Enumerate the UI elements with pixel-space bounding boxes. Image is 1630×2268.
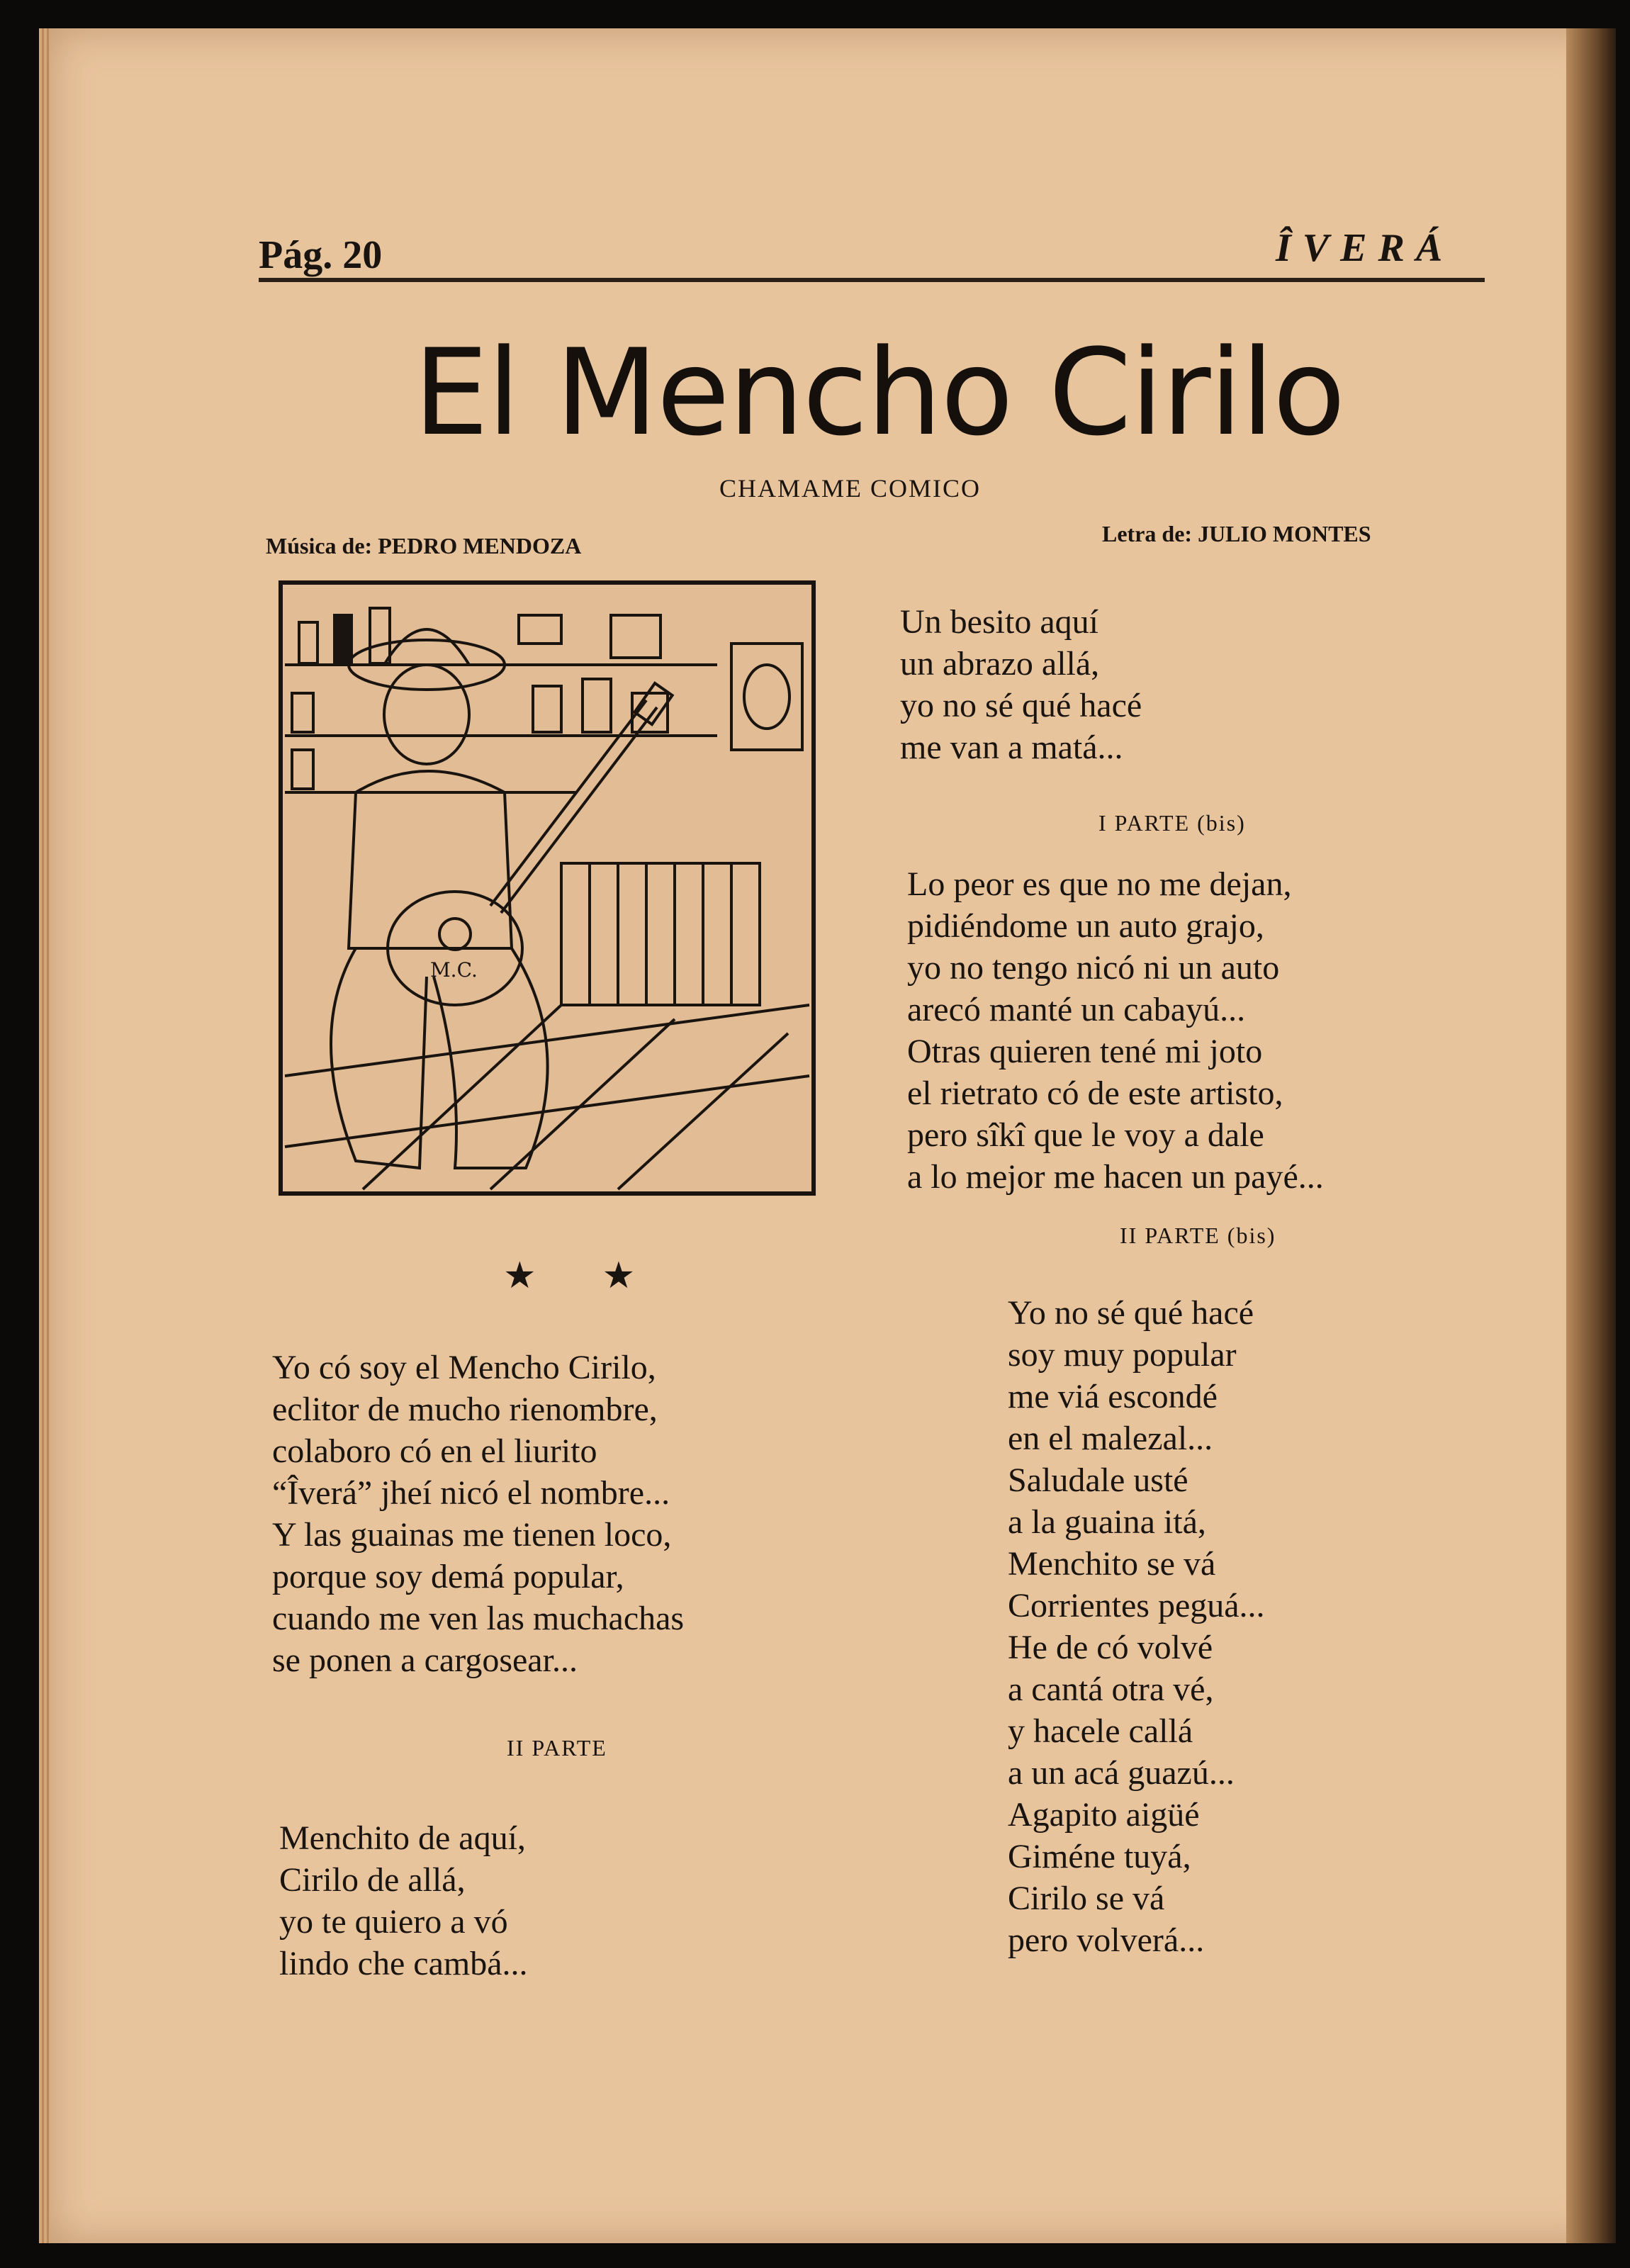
verse-line: se ponen a cargosear... bbox=[272, 1641, 578, 1679]
verse-line: yo te quiero a vó bbox=[279, 1903, 508, 1941]
music-credit: Música de: PEDRO MENDOZA bbox=[266, 533, 582, 558]
verse-line: pero sîkî que le voy a dale bbox=[907, 1116, 1264, 1154]
verse-line: Y las guainas me tienen loco, bbox=[272, 1516, 672, 1554]
part-ii-heading: II PARTE bbox=[507, 1735, 607, 1761]
verse-line: a lo mejor me hacen un payé... bbox=[907, 1158, 1324, 1196]
verse-line: Menchito de aquí, bbox=[279, 1819, 526, 1857]
verse-line: un abrazo allá, bbox=[900, 645, 1100, 683]
verse-line: colaboro có en el liurito bbox=[272, 1432, 597, 1470]
verse-line: Corrientes peguá... bbox=[1008, 1587, 1265, 1624]
verse-line: Un besito aquí bbox=[900, 603, 1098, 641]
verse-line: cuando me ven las muchachas bbox=[272, 1600, 685, 1637]
verse-line: arecó manté un cabayú... bbox=[907, 991, 1246, 1028]
verse-line: lindo che cambá... bbox=[279, 1945, 528, 1982]
song-title: El Mencho Cirilo bbox=[413, 323, 1344, 462]
verse-line: pidiéndome un auto grajo, bbox=[907, 907, 1264, 945]
lyrics-credit: Letra de: JULIO MONTES bbox=[1102, 521, 1371, 546]
guitarist-illustration bbox=[278, 580, 816, 1196]
verse-line: Saludale usté bbox=[1008, 1461, 1188, 1499]
ornament-stars: ★ ★ bbox=[503, 1256, 664, 1296]
verse-line: “Îverá” jheí nicó el nombre... bbox=[272, 1474, 670, 1512]
verse-line: soy muy popular bbox=[1008, 1336, 1237, 1374]
verse-line: Cirilo se vá bbox=[1008, 1880, 1165, 1917]
page-number: Pág. 20 bbox=[259, 233, 383, 277]
verse-line: en el malezal... bbox=[1008, 1420, 1213, 1457]
book-spine bbox=[1566, 28, 1616, 2243]
verse-line: Cirilo de allá, bbox=[279, 1861, 466, 1899]
stanza-chorus bbox=[900, 601, 1142, 768]
part-i-bis-heading: I PARTE (bis) bbox=[1098, 810, 1246, 836]
verse-line: He de có volvé bbox=[1008, 1629, 1213, 1666]
part-ii-bis-heading: II PARTE (bis) bbox=[1120, 1223, 1276, 1248]
verse-line: yo no tengo nicó ni un auto bbox=[907, 949, 1280, 987]
verse-line: a un acá guazú... bbox=[1008, 1754, 1235, 1792]
header-rule bbox=[259, 278, 1485, 282]
stanza-part-ii-bis bbox=[1008, 1292, 1265, 1961]
verse-line: Yo có soy el Mencho Cirilo, bbox=[272, 1349, 656, 1386]
stanza-part-i-bis bbox=[907, 863, 1324, 1198]
magazine-name: ÎVERÁ bbox=[1276, 226, 1454, 270]
verse-line: pero volverá... bbox=[1008, 1921, 1205, 1959]
verse-line: Agapito aigüé bbox=[1008, 1796, 1200, 1834]
stanza-intro bbox=[272, 1347, 684, 1681]
verse-line: a cantá otra vé, bbox=[1008, 1671, 1214, 1708]
verse-line: Menchito se vá bbox=[1008, 1545, 1216, 1583]
verse-line: y hacele callá bbox=[1008, 1712, 1193, 1750]
stanza-part-ii bbox=[279, 1817, 528, 1984]
illustration-signature: M.C. bbox=[430, 958, 478, 982]
verse-line: porque soy demá popular, bbox=[272, 1558, 624, 1595]
verse-line: me viá escondé bbox=[1008, 1378, 1218, 1415]
verse-line: me van a matá... bbox=[900, 729, 1123, 766]
verse-line: Yo no sé qué hacé bbox=[1008, 1294, 1254, 1332]
verse-line: Otras quieren tené mi joto bbox=[907, 1033, 1263, 1070]
verse-line: el rietrato có de este artisto, bbox=[907, 1074, 1283, 1112]
verse-line: a la guaina itá, bbox=[1008, 1503, 1206, 1541]
verse-line: eclitor de mucho rienombre, bbox=[272, 1391, 658, 1428]
verse-line: Lo peor es que no me dejan, bbox=[907, 865, 1292, 903]
verse-line: Giméne tuyá, bbox=[1008, 1838, 1191, 1875]
song-subtitle: CHAMAME COMICO bbox=[719, 474, 982, 503]
verse-line: yo no sé qué hacé bbox=[900, 687, 1142, 724]
